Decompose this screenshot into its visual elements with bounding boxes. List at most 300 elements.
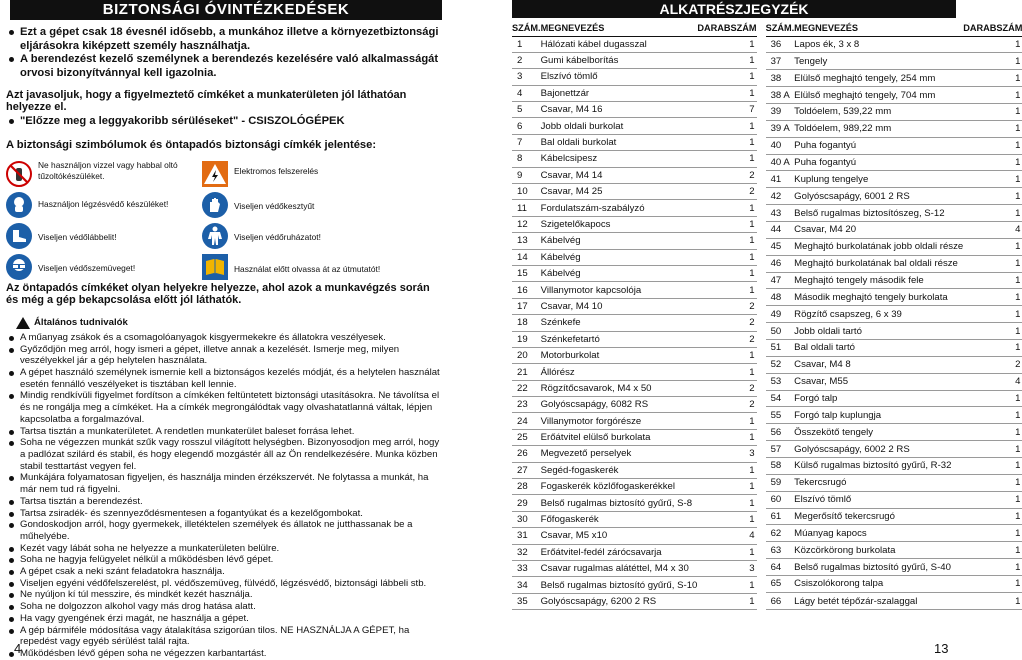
table-row: [512, 429, 757, 445]
part-quantity: 1: [963, 120, 1022, 137]
part-name: Erőátvitel-fedél zárócsavarja: [541, 544, 698, 560]
table-row: [512, 511, 757, 527]
table-row: [766, 36, 1022, 53]
part-number: 52: [766, 356, 795, 373]
table-row: [766, 103, 1022, 120]
list-item: Tartsa tisztán a munkaterületet. A rendetlen munkaterület baleset forrása lehet.: [6, 426, 444, 438]
list-item: Soha ne dolgozzon alkohol vagy más drog hatása alatt.: [6, 601, 444, 613]
part-name: Csiszolókorong talpa: [794, 576, 963, 593]
table-row: [512, 544, 757, 560]
part-name: Puha fogantyú: [794, 154, 963, 171]
part-name: Motorburkolat: [541, 347, 698, 363]
table-row: [766, 70, 1022, 87]
part-quantity: 1: [963, 205, 1022, 222]
part-quantity: 1: [697, 118, 756, 134]
intro-bullets: [6, 26, 444, 80]
symbol-text: Ne használjon vizzel vagy habbal oltó tűzoltókészüléket.: [38, 159, 178, 181]
part-quantity: 1: [963, 576, 1022, 593]
electric-hazard-icon: [202, 161, 228, 187]
part-quantity: 1: [697, 347, 756, 363]
part-number: 45: [766, 238, 795, 255]
part-number: 62: [766, 525, 795, 542]
part-number: 10: [512, 184, 541, 200]
part-number: 28: [512, 479, 541, 495]
table-row: [766, 221, 1022, 238]
table-row: [512, 85, 757, 101]
part-number: 59: [766, 474, 795, 491]
list-item: Soha ne hagyja felügyelet nélkül a működésben lévő gépet.: [6, 554, 444, 566]
part-quantity: 1: [963, 491, 1022, 508]
part-name: Bal oldali burkolat: [541, 134, 698, 150]
part-name: Megerősítő tekercsrugó: [794, 508, 963, 525]
part-number: 66: [766, 592, 795, 609]
part-quantity: 1: [963, 87, 1022, 104]
table-row: [766, 137, 1022, 154]
table-row: [512, 249, 757, 265]
part-quantity: 2: [697, 298, 756, 314]
table-row: [512, 118, 757, 134]
part-quantity: 2: [963, 356, 1022, 373]
safety-section: [6, 0, 444, 659]
part-name: Elülső meghajtó tengely, 254 mm: [794, 70, 963, 87]
table-row: [766, 188, 1022, 205]
part-quantity: 3: [697, 446, 756, 462]
part-name: Szénkefe: [541, 315, 698, 331]
part-number: 8: [512, 151, 541, 167]
part-quantity: 1: [963, 289, 1022, 306]
part-number: 65: [766, 576, 795, 593]
table-row: [766, 53, 1022, 70]
table-row: [766, 508, 1022, 525]
part-quantity: 1: [963, 137, 1022, 154]
table-row: [512, 397, 757, 413]
part-quantity: 1: [697, 544, 756, 560]
part-quantity: 1: [963, 323, 1022, 340]
list-item: Tartsa tisztán a berendezést.: [6, 496, 444, 508]
table-row: [512, 216, 757, 232]
quote-bullet: "Előzze meg a leggyakoribb sérüléseket" - CSISZOLÓGÉPEK: [6, 115, 444, 129]
part-number: 54: [766, 390, 795, 407]
part-name: Belső rugalmas biztosító gyűrű, S-10: [541, 577, 698, 593]
part-quantity: 1: [963, 70, 1022, 87]
part-name: Rögzítő csapszeg, 6 x 39: [794, 306, 963, 323]
part-number: 43: [766, 205, 795, 222]
part-name: Hálózati kábel dugasszal: [541, 36, 698, 52]
list-item: A gépet csak a neki szánt feladatokra használja.: [6, 566, 444, 578]
part-number: 36: [766, 36, 795, 53]
part-quantity: 1: [697, 69, 756, 85]
part-number: 35: [512, 593, 541, 609]
list-item: A műanyag zsákok és a csomagolóanyagok kisgyermekekre és állatokra veszélyesek.: [6, 332, 444, 344]
part-number: 44: [766, 221, 795, 238]
list-item: Munkájára folyamatosan figyeljen, és használja minden érzékszervét. Ne folytassa a munkát, ha már nem tud rá figyelni.: [6, 472, 444, 495]
part-name: Gumi kábelborítás: [541, 52, 698, 68]
part-number: 32: [512, 544, 541, 560]
protective-clothing-icon: [202, 223, 228, 249]
table-row: [766, 306, 1022, 323]
col-name: MEGNEVEZÉS: [794, 21, 963, 36]
list-item: Működésben lévő gépen soha ne végezzen karbantartást.: [6, 648, 444, 660]
parts-table-2-body: [766, 36, 1022, 610]
table-row: [512, 315, 757, 331]
table-row: [766, 441, 1022, 458]
col-qty: DARABSZÁM: [697, 21, 756, 36]
quote-bullet-list: [6, 115, 444, 129]
part-name: Tengely: [794, 53, 963, 70]
part-number: 15: [512, 265, 541, 281]
table-row: [512, 151, 757, 167]
part-name: Összekötő tengely: [794, 424, 963, 441]
page-number-left: 4: [14, 641, 22, 656]
symbol-text: Használat előtt olvassa át az útmutatót!: [234, 263, 381, 274]
general-title-text: Általános tudnivalók: [34, 317, 128, 329]
table-row: [512, 52, 757, 68]
part-quantity: 1: [963, 424, 1022, 441]
part-name: Szénkefetartó: [541, 331, 698, 347]
part-name: Csavar, M4 10: [541, 298, 698, 314]
part-number: 26: [512, 446, 541, 462]
table-row: [512, 413, 757, 429]
part-quantity: 1: [963, 188, 1022, 205]
table-row: [766, 339, 1022, 356]
table-row: [512, 561, 757, 577]
part-name: Elszívó tömlő: [794, 491, 963, 508]
table-row: [512, 36, 757, 52]
part-quantity: 1: [697, 511, 756, 527]
table-row: [766, 474, 1022, 491]
table-row: [766, 255, 1022, 272]
part-quantity: 1: [963, 154, 1022, 171]
part-name: Golyóscsapágy, 6082 RS: [541, 397, 698, 413]
symbol-text: Használjon légzésvédő készüléket!: [38, 198, 169, 209]
col-qty: DARABSZÁM: [963, 21, 1022, 36]
part-quantity: 1: [963, 441, 1022, 458]
col-num: SZÁM.: [766, 21, 795, 36]
table-row: [766, 559, 1022, 576]
part-name: Külső rugalmas biztosító gyűrű, R-32: [794, 457, 963, 474]
general-notes: [6, 317, 444, 660]
symbols-grid: [6, 157, 444, 282]
table-row: [512, 298, 757, 314]
part-name: Villanymotor forgórésze: [541, 413, 698, 429]
part-quantity: 1: [963, 255, 1022, 272]
table-row: [766, 238, 1022, 255]
table-row: [766, 120, 1022, 137]
part-number: 40: [766, 137, 795, 154]
part-number: 38 A: [766, 87, 795, 104]
table-row: [512, 331, 757, 347]
part-number: 57: [766, 441, 795, 458]
part-name: Forgó talp: [794, 390, 963, 407]
page-number-right: 13: [934, 641, 949, 656]
part-name: Szigetelőkapocs: [541, 216, 698, 232]
part-quantity: 1: [963, 457, 1022, 474]
part-name: Csavar, M5 x10: [541, 528, 698, 544]
part-number: 49: [766, 306, 795, 323]
part-quantity: 1: [697, 265, 756, 281]
table-row: [512, 167, 757, 183]
table-row: [766, 154, 1022, 171]
table-row: [512, 528, 757, 544]
list-item: Viseljen egyéni védőfelszerelést, pl. védőszemüveg, fülvédő, légzésvédő, biztonsági lábbeli stb.: [6, 578, 444, 590]
part-quantity: 2: [697, 315, 756, 331]
part-name: Bal oldali tartó: [794, 339, 963, 356]
part-name: Golyóscsapágy, 6002 2 RS: [794, 441, 963, 458]
part-number: 39: [766, 103, 795, 120]
part-quantity: 1: [963, 171, 1022, 188]
part-number: 38: [766, 70, 795, 87]
part-quantity: 1: [697, 233, 756, 249]
part-number: 58: [766, 457, 795, 474]
part-number: 2: [512, 52, 541, 68]
part-quantity: 1: [963, 525, 1022, 542]
part-number: 3: [512, 69, 541, 85]
part-name: Csavar, M4 16: [541, 102, 698, 118]
table-row: [766, 424, 1022, 441]
part-name: Kábelcsipesz: [541, 151, 698, 167]
part-name: Toldóelem, 989,22 mm: [794, 120, 963, 137]
table-row: [512, 495, 757, 511]
list-item: Soha ne végezzen munkát szűk vagy rosszul világított helységben. Bizonyosodjon meg arról, hogy a padlózat szilárd és stabil, és hogy elegendő mozgástér áll az Ön rendelkezésére. Munka közben stabil testtartást vegyen fel.: [6, 437, 444, 472]
part-name: Lágy betét tépőzár-szalaggal: [794, 592, 963, 609]
table-row: [512, 184, 757, 200]
list-item: Gondoskodjon arról, hogy gyermekek, illetéktelen személyek és állatok ne jutthassanak be a műhelyébe.: [6, 519, 444, 542]
table-row: [766, 592, 1022, 609]
part-number: 30: [512, 511, 541, 527]
part-quantity: 4: [963, 373, 1022, 390]
table-row: [512, 347, 757, 363]
part-number: 16: [512, 282, 541, 298]
part-number: 18: [512, 315, 541, 331]
table-row: [766, 542, 1022, 559]
part-quantity: 1: [697, 36, 756, 52]
fire-extinguisher-icon: [6, 161, 32, 187]
part-name: Kábelvég: [541, 249, 698, 265]
part-name: Csavar, M4 20: [794, 221, 963, 238]
list-item: Ha vagy gyengének érzi magát, ne használja a gépet.: [6, 613, 444, 625]
part-name: Csavar, M55: [794, 373, 963, 390]
table-row: [766, 390, 1022, 407]
part-number: 5: [512, 102, 541, 118]
table-row: [766, 525, 1022, 542]
part-number: 47: [766, 272, 795, 289]
part-quantity: 1: [963, 36, 1022, 53]
part-number: 31: [512, 528, 541, 544]
table-row: [512, 233, 757, 249]
part-number: 29: [512, 495, 541, 511]
part-name: Megvezető perselyek: [541, 446, 698, 462]
part-quantity: 1: [963, 306, 1022, 323]
part-name: Jobb oldali burkolat: [541, 118, 698, 134]
part-quantity: 2: [697, 380, 756, 396]
table-row: [766, 457, 1022, 474]
list-item: Győződjön meg arról, hogy ismeri a gépet, illetve annak a kezelését. Ismerje meg, milyen veszélyekkel jár a gép helytelen használata.: [6, 344, 444, 367]
part-number: 53: [766, 373, 795, 390]
part-number: 24: [512, 413, 541, 429]
table-row: [512, 577, 757, 593]
table-row: [766, 323, 1022, 340]
table-row: [512, 282, 757, 298]
part-number: 64: [766, 559, 795, 576]
parts-table-1-body: [512, 36, 757, 610]
part-name: Tekercsrugó: [794, 474, 963, 491]
intro-bullet: Ezt a gépet csak 18 évesnél idősebb, a munkához illetve a környezetbiztonsági eljárásokra kiképzett személy használhatja.: [6, 26, 444, 53]
part-name: Meghajtó burkolatának bal oldali része: [794, 255, 963, 272]
part-name: Csavar, M4 25: [541, 184, 698, 200]
list-item: Tartsa zsiradék- és szennyeződésmentesen a fogantyúkat és a kezelőgombokat.: [6, 508, 444, 520]
part-quantity: 1: [697, 216, 756, 232]
part-quantity: 1: [697, 85, 756, 101]
part-name: Forgó talp kuplungja: [794, 407, 963, 424]
part-quantity: 1: [697, 593, 756, 609]
part-name: Jobb oldali tartó: [794, 323, 963, 340]
table-row: [766, 205, 1022, 222]
list-item: Ne nyúljon kí túl messzire, és mindkét kezét használja.: [6, 589, 444, 601]
table-row: [766, 171, 1022, 188]
part-name: Meghajtó burkolatának jobb oldali része: [794, 238, 963, 255]
part-quantity: 1: [697, 413, 756, 429]
part-name: Segéd-fogaskerék: [541, 462, 698, 478]
parts-header: ALKATRÉSZJEGYZÉK: [512, 0, 956, 18]
part-name: Elszívó tömlő: [541, 69, 698, 85]
part-name: Múanyag kapocs: [794, 525, 963, 542]
part-number: 9: [512, 167, 541, 183]
part-number: 37: [766, 53, 795, 70]
part-name: Közcörkörong burkolata: [794, 542, 963, 559]
part-quantity: 1: [697, 134, 756, 150]
part-quantity: 1: [697, 249, 756, 265]
part-quantity: 1: [963, 272, 1022, 289]
part-name: Puha fogantyú: [794, 137, 963, 154]
part-name: Kábelvég: [541, 233, 698, 249]
table-row: [512, 479, 757, 495]
part-name: Belső rugalmas biztosító gyűrű, S-8: [541, 495, 698, 511]
part-quantity: 1: [697, 364, 756, 380]
part-quantity: 1: [963, 508, 1022, 525]
table-row: [512, 364, 757, 380]
part-number: 60: [766, 491, 795, 508]
part-quantity: 4: [697, 528, 756, 544]
table-row: [512, 102, 757, 118]
part-quantity: 1: [697, 200, 756, 216]
part-quantity: 1: [697, 577, 756, 593]
part-name: Csavar, M4 8: [794, 356, 963, 373]
label-placement-note: Azt javasoljuk, hogy a figyelmeztető címkéket a munkaterületen jól láthatóan helyezze el.: [6, 89, 407, 114]
part-quantity: 1: [697, 479, 756, 495]
part-number: 14: [512, 249, 541, 265]
part-quantity: 7: [697, 102, 756, 118]
parts-table-1: [512, 21, 757, 610]
table-row: [512, 380, 757, 396]
table-row: [512, 69, 757, 85]
part-quantity: 1: [697, 52, 756, 68]
table-row: [766, 87, 1022, 104]
part-name: Belső rugalmas biztosító gyűrű, S-40: [794, 559, 963, 576]
part-name: Villanymotor kapcsolója: [541, 282, 698, 298]
intro-bullet: A berendezést kezelő személynek a berendezés kezelésére való alkalmasságát orvosi bizonyítvánnyal kell igazolnia.: [6, 53, 444, 80]
part-quantity: 1: [697, 282, 756, 298]
part-number: 41: [766, 171, 795, 188]
list-item: Mindig rendkívüli figyelmet fordítson a címkéken feltüntetett biztonsági utasításokra. Ne távolítsa el és ne rongálja meg a címkéket. Ha a címkék megrongálódtak vagy olvashatatlanná váltak, lépjen kapcsolatba a forgalmazóval.: [6, 390, 444, 425]
part-number: 20: [512, 347, 541, 363]
part-name: Csavar rugalmas alátéttel, M4 x 30: [541, 561, 698, 577]
part-number: 11: [512, 200, 541, 216]
part-number: 42: [766, 188, 795, 205]
list-item: A gép bármiféle módosítása vagy átalakítása szigorúan tilos. NE HASZNÁLJA A GÉPET, ha repedést vagy egyéb sérülést talál rajta.: [6, 625, 444, 648]
part-number: 25: [512, 429, 541, 445]
symbol-text: Viseljen védőkesztyűt: [234, 200, 315, 211]
part-number: 39 A: [766, 120, 795, 137]
part-number: 27: [512, 462, 541, 478]
part-number: 50: [766, 323, 795, 340]
table-row: [766, 356, 1022, 373]
part-number: 6: [512, 118, 541, 134]
table-row: [512, 265, 757, 281]
part-number: 21: [512, 364, 541, 380]
part-quantity: 2: [697, 184, 756, 200]
part-name: Erőátvitel elülső burkolata: [541, 429, 698, 445]
part-number: 61: [766, 508, 795, 525]
symbol-text: Viseljen védőszemüveget!: [38, 262, 136, 273]
part-number: 23: [512, 397, 541, 413]
part-quantity: 3: [697, 561, 756, 577]
manual-icon: [202, 254, 228, 280]
part-number: 55: [766, 407, 795, 424]
part-number: 46: [766, 255, 795, 272]
part-name: Toldóelem, 539,22 mm: [794, 103, 963, 120]
part-name: Fogaskerék közlőfogaskerékkel: [541, 479, 698, 495]
label-visibility-note: Az öntapadós címkéket olyan helyekre helyezze, ahol azok a munkavégzés során és még a gép bekapcsolása előtt jól láthatók.: [6, 281, 430, 307]
list-item: Kezét vagy lábát soha ne helyezze a munkaterületen belülre.: [6, 543, 444, 555]
parts-tables: [512, 21, 1022, 610]
part-quantity: 1: [697, 151, 756, 167]
symbol-text: Elektromos felszerelés: [234, 165, 319, 176]
table-row: [766, 576, 1022, 593]
part-number: 34: [512, 577, 541, 593]
table-row: [512, 200, 757, 216]
part-quantity: 2: [697, 167, 756, 183]
part-name: Golyóscsapágy, 6001 2 RS: [794, 188, 963, 205]
symbol-text: Viseljen védőruházatot!: [234, 231, 321, 242]
safety-header: BIZTONSÁGI ÓVINTÉZKEDÉSEK: [10, 0, 442, 20]
part-number: 12: [512, 216, 541, 232]
table-row: [766, 272, 1022, 289]
table-row: [766, 289, 1022, 306]
table-row: [766, 491, 1022, 508]
part-name: Állórész: [541, 364, 698, 380]
part-quantity: 1: [697, 462, 756, 478]
part-number: 63: [766, 542, 795, 559]
part-quantity: 1: [963, 339, 1022, 356]
symbol-text: Viseljen védőlábbelit!: [38, 231, 117, 242]
part-number: 13: [512, 233, 541, 249]
part-quantity: 1: [963, 559, 1022, 576]
general-title: [6, 317, 444, 329]
part-number: 1: [512, 36, 541, 52]
part-name: Belső rugalmas biztosítószeg, S-12: [794, 205, 963, 222]
goggles-icon: [6, 254, 32, 280]
part-number: 4: [512, 85, 541, 101]
part-quantity: 1: [963, 238, 1022, 255]
part-name: Elülső meghajtó tengely, 704 mm: [794, 87, 963, 104]
part-quantity: 2: [697, 397, 756, 413]
part-number: 19: [512, 331, 541, 347]
list-item: A gépet használó személynek ismernie kell a biztonságos kezelés módját, és a helytelen használat esetén fennálló veszélyeket is tisztában kell lennie.: [6, 367, 444, 390]
symbols-title: A biztonsági szimbólumok és öntapadós biztonsági címkék jelentése:: [6, 138, 377, 151]
part-quantity: 1: [697, 429, 756, 445]
part-name: Rögzítőcsavarok, M4 x 50: [541, 380, 698, 396]
part-name: Csavar, M4 14: [541, 167, 698, 183]
